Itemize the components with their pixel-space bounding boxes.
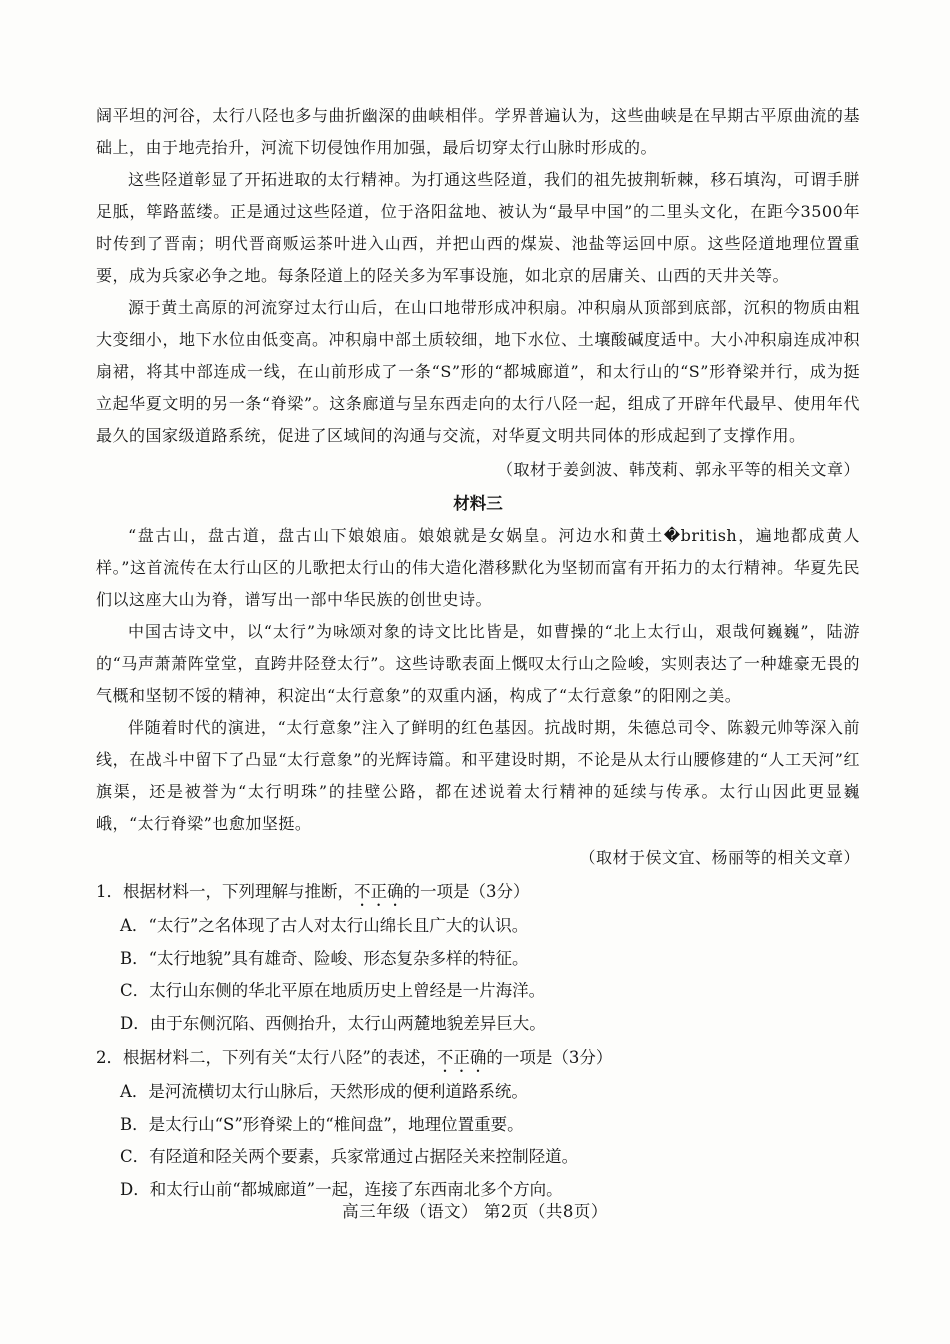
material2-paragraph-1: 阔平坦的河谷，太行八陉也多与曲折幽深的曲峡相伴。学界普遍认为，这些曲峡是在早期古平原曲流的基础上，由于地壳抬升，河流下切侵蚀作用加强，最后切穿太行山脉时形成的。 [96,106,860,157]
question-2-option-b: B．是太行山“S”形脊梁上的“椎间盘”，地理位置重要。 [120,1114,524,1134]
question-2-prefix: 2．根据材料二，下列有关“太行八陉”的表述， [96,1048,437,1067]
material2-paragraph-2: 这些陉道彰显了开拓进取的太行精神。为打通这些陉道，我们的祖先披荆斩棘，移石填沟，可谓手胼足胝，筚路蓝缕。正是通过这些陉道，位于洛阳盆地、被认为“最早中国”的二里头文化，在距今3500年时传到了晋南；明代晋商贩运茶叶进入山西，并把山西的煤炭、池盐等运回中原。这些陉道地理位置重要，成为兵家必争之地。每条陉道上的陉关多为军事设施，如北京的居庸关、山西的天井关等。 [96,170,860,285]
page-content [96,100,860,1206]
question-2-suffix: 的一项是（3分） [486,1048,613,1067]
page-footer: 高三年级（语文） 第2页（共8页） [342,1202,608,1221]
question-1-prefix: 1．根据材料一，下列理解与推断， [96,882,354,901]
question-2-option-c: C．有陉道和陉关两个要素，兵家常通过占据陉关来控制陉道。 [120,1147,579,1166]
question-1-emphasis: 不正确 [354,882,404,901]
question-1-option-b: B．“太行地貌”具有雄奇、险峻、形态复杂多样的特征。 [120,948,529,968]
question-2-stem [96,1042,860,1076]
question-1-option-a: A．“太行”之名体现了古人对太行山绵长且广大的认识。 [120,916,529,935]
question-2-option-d: D．和太行山前“都城廊道”一起，连接了东西南北多个方向。 [120,1179,563,1199]
question-1-stem [96,876,860,910]
question-1-suffix: 的一项是（3分） [403,882,530,901]
question-2-emphasis: 不正确 [436,1048,487,1067]
material3-paragraph-3: 伴随着时代的演进，“太行意象”注入了鲜明的红色基因。抗战时期，朱德总司令、陈毅元帅等深入前线，在战斗中留下了凸显“太行意象”的光辉诗篇。和平建设时期，不论是从太行山腰修建的“人工天河”红旗渠，还是被誉为“太行明珠”的挂壁公路，都在述说着太行精神的延续与传承。太行山因此更显巍峨，“太行脊梁”也愈加坚挺。 [96,718,860,833]
question-2-option-a: A．是河流横切太行山脉后，天然形成的便利道路系统。 [120,1082,528,1101]
question-1-option-c: C．太行山东侧的华北平原在地质历史上曾经是一片海洋。 [120,981,546,1000]
question-1-option-d: D．由于东侧沉陷、西侧抬升，太行山两麓地貌差异巨大。 [120,1013,546,1033]
material3-heading: 材料三 [453,494,503,513]
material2-paragraph-3: 源于黄土高原的河流穿过太行山后，在山口地带形成冲积扇。冲积扇从顶部到底部，沉积的物质由粗大变细小，地下水位由低变高。冲积扇中部土质较细，地下水位、土壤酸碱度适中。大小冲积扇连成冲积扇裙，将其中部连成一线，在山前形成了一条“S”形的“都城廊道”，和太行山的“S”形脊梁并行，成为挺立起华夏文明的另一条“脊梁”。这条廊道与呈东西走向的太行八陉一起，组成了开辟年代最早、使用年代最久的国家级道路系统，促进了区域间的沟通与交流，对华夏文明共同体的形成起到了支撑作用。 [96,298,860,445]
material3-source: （取材于侯文宜、杨丽等的相关文章） [579,848,860,867]
material3-paragraph-1: “盘古山，盘古道，盘古山下娘娘庙。娘娘就是女娲皇。河边水和黄土�british，遍地都成黄人样。”这首流传在太行山区的儿歌把太行山的伟大造化潜移默化为坚韧而富有开拓力的太行精神。华夏先民们以这座大山为脊，谱写出一部中华民族的创世史诗。 [96,526,860,609]
material2-source: （取材于姜剑波、韩茂莉、郭永平等的相关文章） [496,460,860,479]
material3-paragraph-2: 中国古诗文中，以“太行”为咏颂对象的诗文比比皆是，如曹操的“北上太行山，艰哉何巍巍”，陆游的“马声萧萧阵堂堂，直跨井陉登太行”。这些诗歌表面上慨叹太行山之险峻，实则表达了一种雄豪无畏的气概和坚韧不馁的精神，积淀出“太行意象”的双重内涵，构成了“太行意象”的阳刚之美。 [96,622,860,705]
